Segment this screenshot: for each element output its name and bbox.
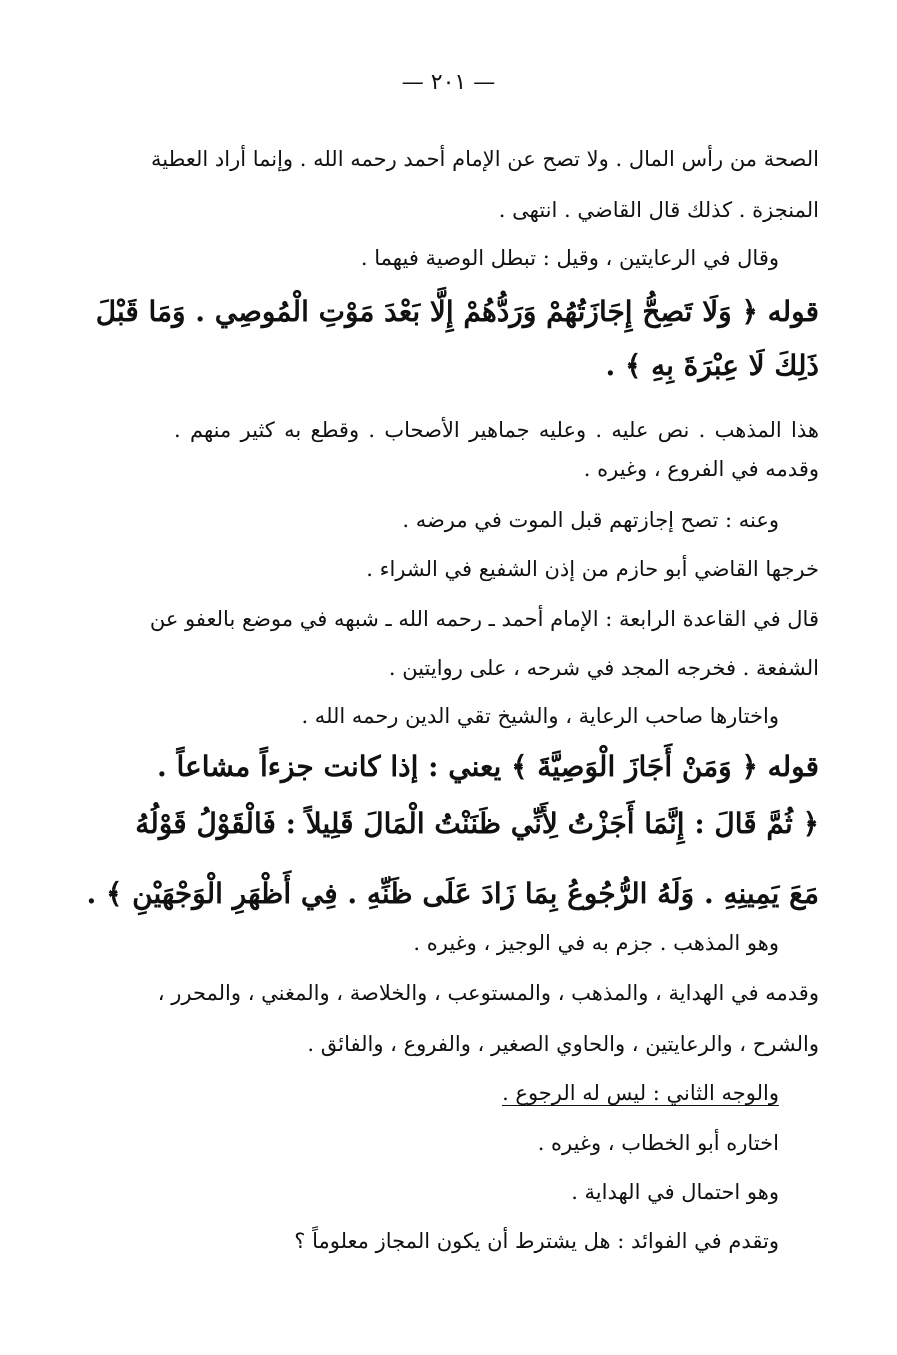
text-line: الصحة من رأس المال . ولا تصح عن الإمام أحمد رحمه الله . وإنما أراد العطية (151, 147, 819, 171)
page-number: — ٢٠١ — (401, 70, 496, 95)
text-line: اختاره أبو الخطاب ، وغيره . (537, 1131, 779, 1155)
text-line (169, 1076, 779, 1110)
text-line: والشرح ، والرعايتين ، والحاوي الصغير ، والفروع ، والفائق . (307, 1032, 819, 1056)
text-line: وقدمه في الفروع ، وغيره . (583, 457, 819, 481)
text-line: الشفعة . فخرجه المجد في شرحه ، على روايتين . (388, 656, 819, 680)
text-line: وهو المذهب . جزم به في الوجيز ، وغيره . (413, 931, 779, 955)
text-line: قال في القاعدة الرابعة : الإمام أحمد ـ رحمه الله ـ شبهه في موضع بالعفو عن (149, 607, 819, 631)
quote-line: ﴿ ثُمَّ قَالَ : إِنَّمَا أَجَزْتُ لِأَنِّي ظَنَنْتُ الْمَالَ قَلِيلاً : فَالْقَوْلُ قَوْلُهُ (135, 807, 819, 840)
text-line: وقال في الرعايتين ، وقيل : تبطل الوصية فيهما . (360, 246, 779, 270)
text-line: هذا المذهب . نص عليه . وعليه جماهير الأصحاب . وقطع به كثير منهم . (174, 418, 819, 442)
quote-line: ذَلِكَ لَا عِبْرَةَ بِهِ ﴾ . (605, 349, 819, 382)
text-line: واختارها صاحب الرعاية ، والشيخ تقي الدين رحمه الله . (301, 704, 779, 728)
quote-line: قوله ﴿ وَمَنْ أَجَازَ الْوَصِيَّةَ ﴾ يعني : إذا كانت جزءاً مشاعاً . (157, 750, 819, 783)
text-line: وتقدم في الفوائد : هل يشترط أن يكون المجاز معلوماً ؟ (294, 1229, 779, 1253)
text-line: خرجها القاضي أبو حازم من إذن الشفيع في الشراء . (366, 557, 819, 581)
quote-line: قوله ﴿ وَلَا تَصِحُّ إِجَازَتُهُمْ وَرَدُّهُمْ إِلَّا بَعْدَ مَوْتِ الْمُوصِي . وَمَا قَبْلَ (95, 295, 819, 328)
text-line: وقدمه في الهداية ، والمذهب ، والمستوعب ، والخلاصة ، والمغني ، والمحرر ، (157, 981, 819, 1005)
underlined-text: والوجه الثاني : ليس له الرجوع . (502, 1081, 779, 1105)
text-line: وهو احتمال في الهداية . (571, 1180, 779, 1204)
text-line: المنجزة . كذلك قال القاضي . انتهى . (498, 198, 819, 222)
text-line: وعنه : تصح إجازتهم قبل الموت في مرضه . (402, 508, 779, 532)
quote-line: مَعَ يَمِينِهِ . وَلَهُ الرُّجُوعُ بِمَا زَادَ عَلَى ظَنِّهِ . فِي أَظْهَرِ الْوَجْهَيْنِ ﴾ . (86, 877, 819, 910)
